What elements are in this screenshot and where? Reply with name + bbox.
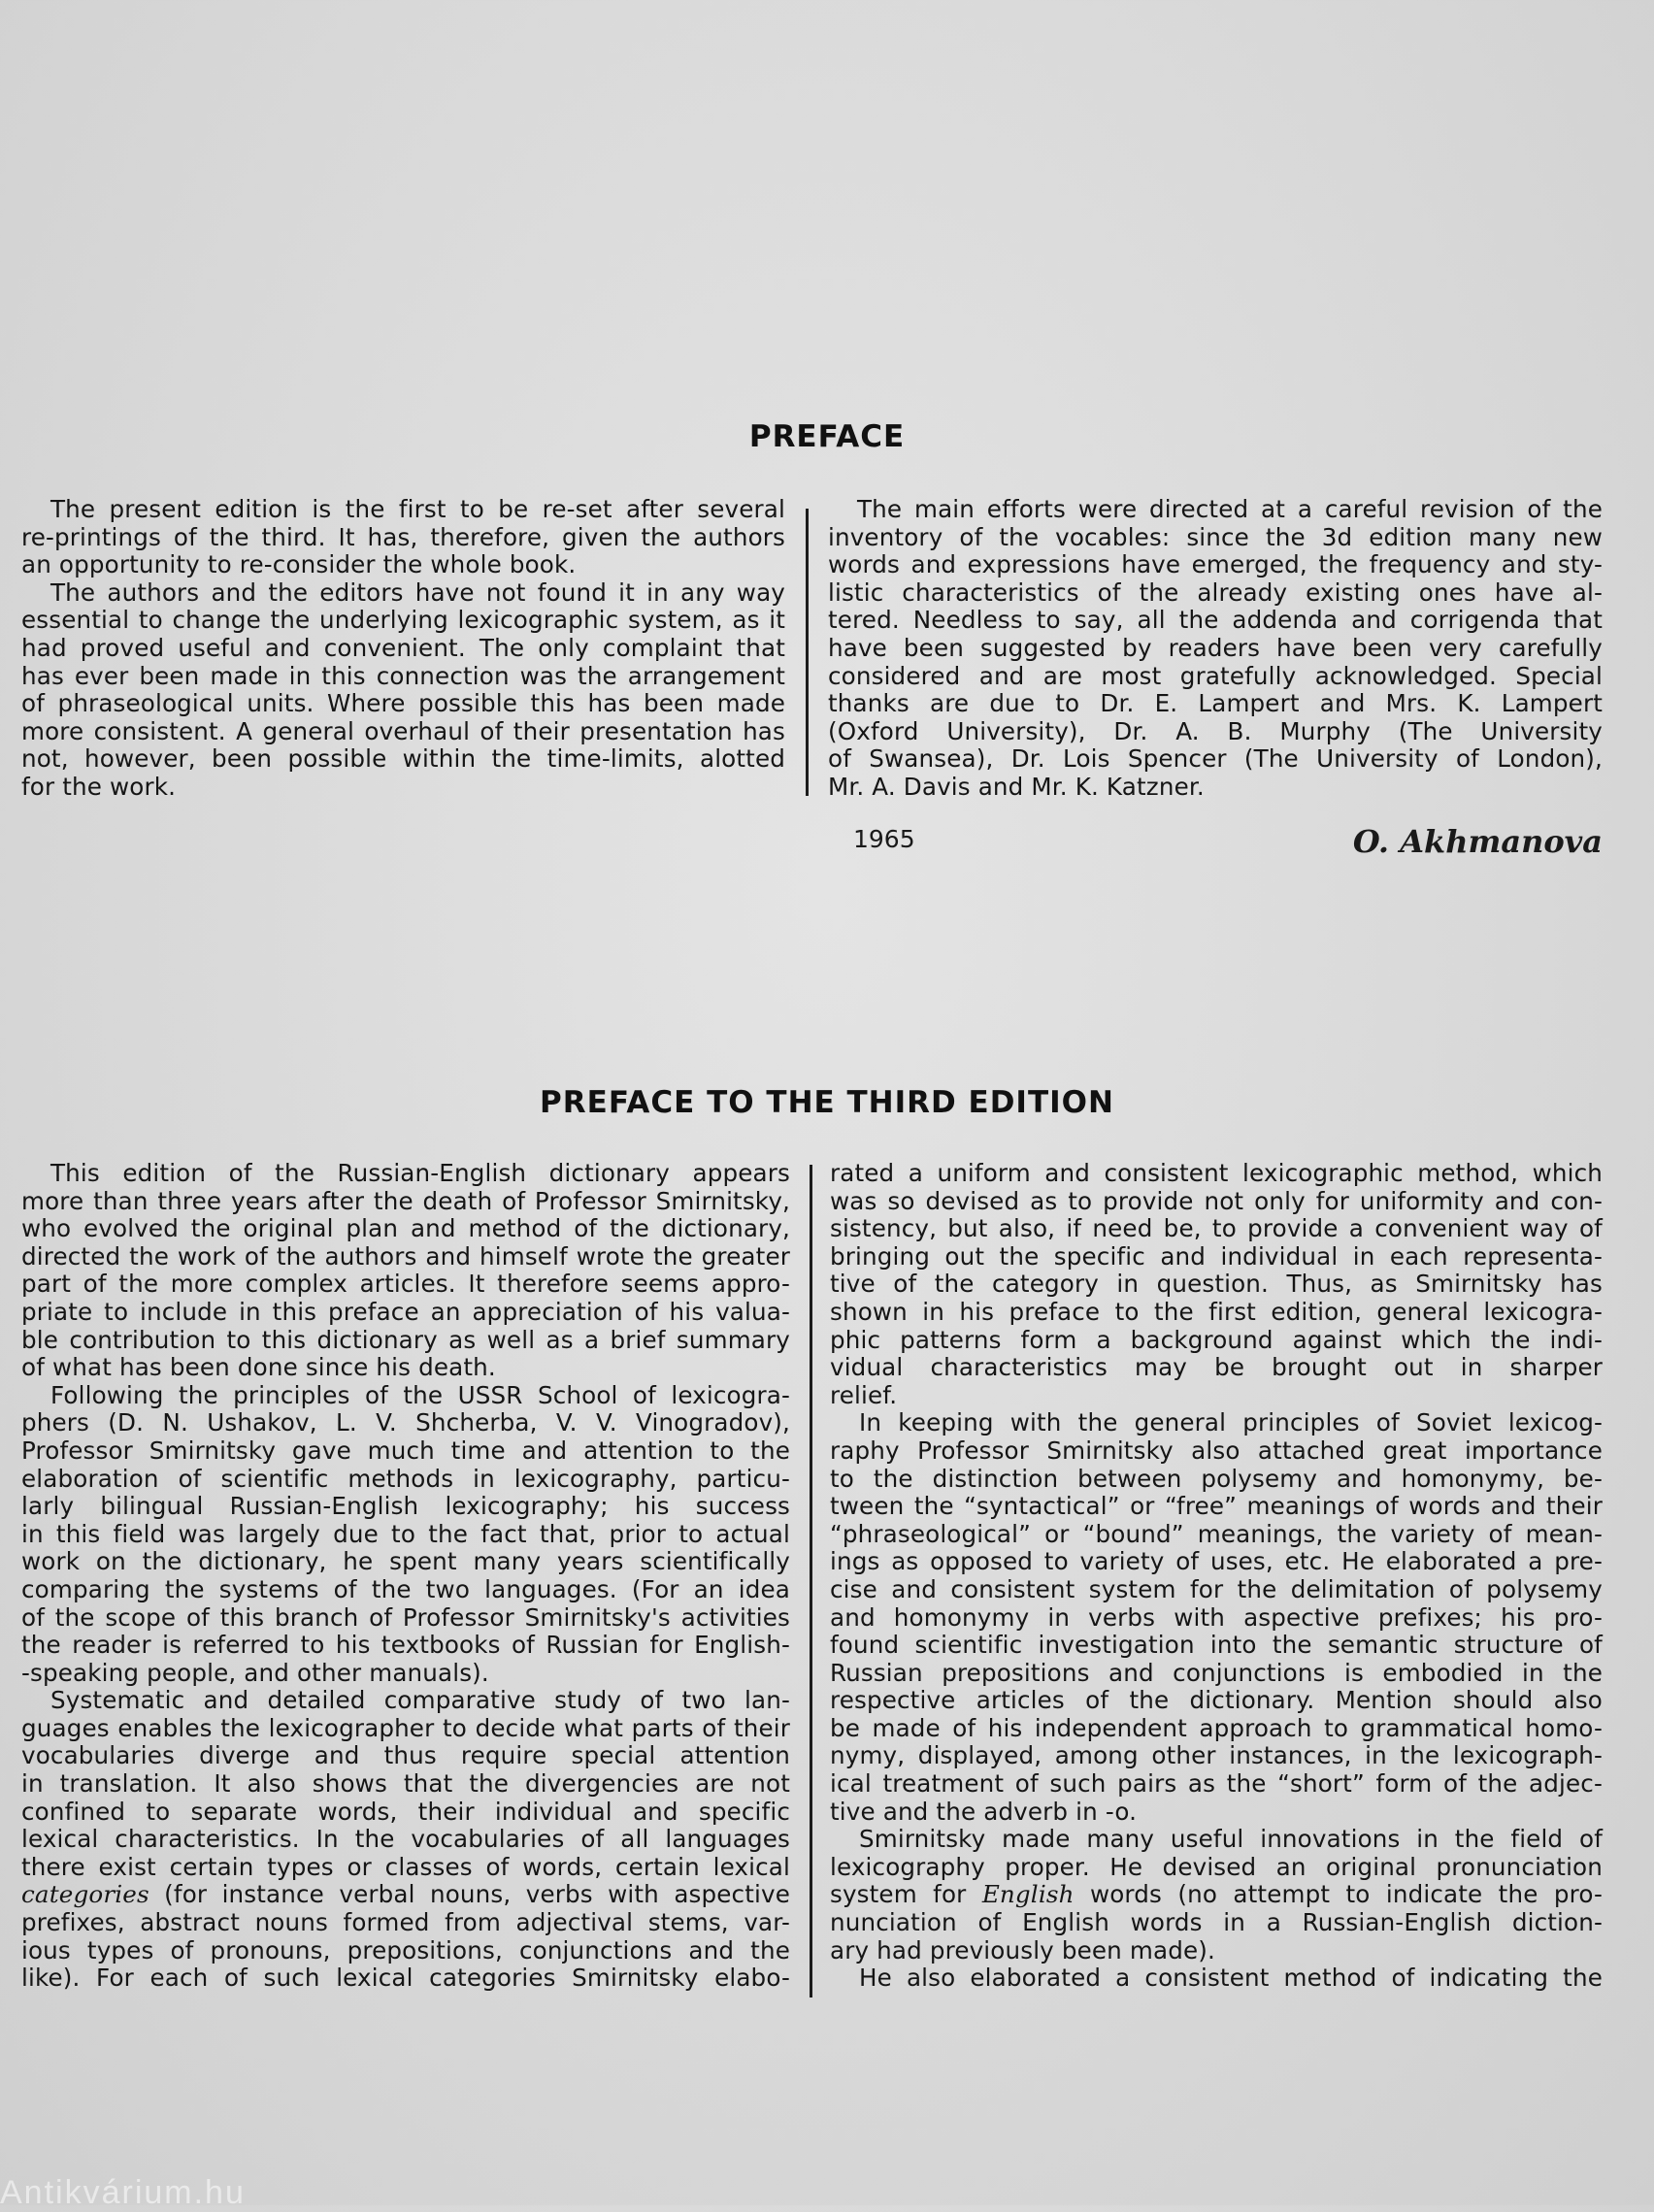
text-line: there exist certain types or classes of words, certain lexical: [21, 1852, 790, 1881]
text-line: tive of the category in question. Thus, as Smirnitsky has: [830, 1270, 1603, 1299]
text-line: -speaking people, and other manuals).: [21, 1658, 489, 1687]
text-line: more consistent. A general overhaul of their presentation has: [21, 716, 785, 745]
third-edition-heading: PREFACE TO THE THIRD EDITION: [540, 1085, 1114, 1120]
text-line: ious types of pronouns, prepositions, conjunctions and the: [21, 1935, 790, 1964]
text-line: in this field was largely due to the fact that, prior to actual: [21, 1519, 790, 1548]
text-line: thanks are due to Dr. E. Lampert and Mrs. K. Lampert: [828, 689, 1603, 718]
text-line: ical treatment of such pairs as the “short” form of the adjec-: [830, 1769, 1603, 1799]
text-line: Smirnitsky made many useful innovations in the field of: [859, 1825, 1603, 1854]
text-fragment: words (no attempt to indicate the pro-: [1074, 1880, 1603, 1909]
text-line: of Swansea), Dr. Lois Spencer (The University of London),: [828, 744, 1603, 774]
text-line: tive and the adverb in -o.: [830, 1797, 1138, 1826]
text-line: words and expressions have emerged, the frequency and sty-: [828, 550, 1603, 579]
text-line: respective articles of the dictionary. Mention should also: [830, 1686, 1603, 1715]
text-line: He also elaborated a consistent method of indicating the: [859, 1964, 1603, 1993]
text-line: larly bilingual Russian-English lexicography; his success: [21, 1492, 790, 1521]
text-line: ble contribution to this dictionary as well as a brief summary: [21, 1325, 790, 1354]
text-line: vocabularies diverge and thus require special attention: [21, 1741, 790, 1770]
italic-term: categories: [21, 1880, 149, 1909]
preface-left-column: [21, 496, 785, 802]
text-line: listic characteristics of the already existing ones have al-: [828, 578, 1603, 607]
text-fragment: system for: [830, 1880, 982, 1909]
text-line: nymy, displayed, among other instances, in the lexicograph-: [830, 1741, 1603, 1770]
text-line: shown in his preface to the first edition, general lexicogra-: [830, 1297, 1603, 1326]
italic-term: English: [981, 1880, 1075, 1909]
text-line: priate to include in this preface an appreciation of his valua-: [21, 1297, 790, 1326]
text-line: an opportunity to re-consider the whole book.: [21, 550, 577, 579]
text-line: bringing out the specific and individual in each representa-: [830, 1241, 1603, 1271]
text-line: was so devised as to provide not only for uniformity and con-: [830, 1186, 1603, 1215]
text-line: Professor Smirnitsky gave much time and attention to the: [21, 1436, 790, 1465]
text-line: have been suggested by readers have been very carefully: [828, 633, 1603, 662]
text-line: raphy Professor Smirnitsky also attached great importance: [830, 1436, 1603, 1465]
third-edition-right-column: [830, 1160, 1603, 1993]
text-line: This edition of the Russian-English dictionary appears: [50, 1159, 790, 1187]
text-line: comparing the systems of the two languages. (For an idea: [21, 1574, 790, 1603]
text-line: not, however, been possible within the time-limits, alotted: [21, 744, 785, 774]
text-line: essential to change the underlying lexicographic system, as it: [21, 606, 785, 635]
text-line: Systematic and detailed comparative study of two lan-: [50, 1686, 790, 1715]
preface-right-column: [828, 496, 1603, 802]
text-line: The present edition is the first to be re-set after several: [50, 495, 785, 523]
text-line: had proved useful and convenient. The only complaint that: [21, 633, 785, 662]
text-line: “phraseological” or “bound” meanings, the variety of mean-: [830, 1519, 1603, 1548]
column-divider: [810, 1165, 812, 1997]
third-edition-left-column: [21, 1160, 790, 1993]
text-line: and homonymy in verbs with aspective prefixes; his pro-: [830, 1602, 1603, 1632]
preface-author: O. Akhmanova: [1352, 823, 1603, 860]
text-line: directed the work of the authors and himself wrote the greater: [21, 1241, 790, 1271]
text-line: found scientific investigation into the semantic structure of: [830, 1631, 1603, 1660]
text-line: lexical characteristics. In the vocabularies of all languages: [21, 1825, 790, 1854]
text-line: be made of his independent approach to grammatical homo-: [830, 1713, 1603, 1742]
text-line: vidual characteristics may be brought out in sharper: [830, 1353, 1603, 1382]
watermark: Antikvárium.hu: [0, 2174, 246, 2211]
text-line: has ever been made in this connection was the arrangement: [21, 661, 785, 690]
text-line: lexicography proper. He devised an original pronunciation: [830, 1852, 1603, 1881]
preface-heading: PREFACE: [748, 419, 906, 454]
text-line: to the distinction between polysemy and homonymy, be-: [830, 1464, 1603, 1493]
text-line: of the scope of this branch of Professor Smirnitsky's activities: [21, 1602, 790, 1632]
text-line: relief.: [830, 1380, 898, 1409]
text-line: in translation. It also shows that the divergencies are not: [21, 1769, 790, 1799]
text-line: the reader is referred to his textbooks of Russian for English-: [21, 1631, 790, 1660]
text-line: In keeping with the general principles of Soviet lexicog-: [859, 1408, 1603, 1437]
text-line: rated a uniform and consistent lexicographic method, which: [830, 1159, 1603, 1187]
text-line: The main efforts were directed at a careful revision of the: [857, 495, 1603, 523]
text-line: Following the principles of the USSR School of lexicogra-: [50, 1380, 790, 1409]
text-line: Mr. A. Davis and Mr. K. Katzner.: [828, 772, 1205, 801]
text-line: [830, 1881, 1603, 1909]
column-divider: [806, 509, 809, 796]
text-line: for the work.: [21, 772, 177, 801]
text-line: tween the “syntactical” or “free” meanings of words and their: [830, 1492, 1603, 1521]
text-line: (Oxford University), Dr. A. B. Murphy (The University: [828, 716, 1603, 745]
text-line: of phraseological units. Where possible this has been made: [21, 689, 785, 718]
text-line: phic patterns form a background against which the indi-: [830, 1325, 1603, 1354]
text-line: confined to separate words, their individual and specific: [21, 1797, 790, 1826]
text-line: sistency, but also, if need be, to provide a convenient way of: [830, 1214, 1603, 1243]
text-line: cise and consistent system for the delimitation of polysemy: [830, 1574, 1603, 1603]
text-line: more than three years after the death of Professor Smirnitsky,: [21, 1186, 790, 1215]
text-line: of what has been done since his death.: [21, 1353, 496, 1382]
text-line: part of the more complex articles. It therefore seems appro-: [21, 1270, 790, 1299]
text-line: nunciation of English words in a Russian-English diction-: [830, 1908, 1603, 1937]
text-line: prefixes, abstract nouns formed from adjectival stems, var-: [21, 1908, 790, 1937]
text-line: inventory of the vocables: since the 3d edition many new: [828, 522, 1603, 551]
text-line: guages enables the lexicographer to decide what parts of their: [21, 1713, 790, 1742]
text-line: phers (D. N. Ushakov, L. V. Shcherba, V. V. Vinogradov),: [21, 1408, 790, 1437]
text-line: [21, 1881, 790, 1909]
text-line: The authors and the editors have not found it in any way: [50, 578, 785, 607]
text-line: who evolved the original plan and method of the dictionary,: [21, 1214, 790, 1243]
text-line: re-printings of the third. It has, therefore, given the authors: [21, 522, 785, 551]
text-line: work on the dictionary, he spent many years scientifically: [21, 1547, 790, 1576]
text-line: tered. Needless to say, all the addenda and corrigenda that: [828, 606, 1603, 635]
text-line: elaboration of scientific methods in lexicography, particu-: [21, 1464, 790, 1493]
text-line: ary had previously been made).: [830, 1935, 1215, 1964]
preface-year: 1965: [853, 825, 915, 853]
text-line: ings as opposed to variety of uses, etc. He elaborated a pre-: [830, 1547, 1603, 1576]
text-line: Russian prepositions and conjunctions is embodied in the: [830, 1658, 1603, 1687]
text-line: like). For each of such lexical categories Smirnitsky elabo-: [21, 1964, 790, 1993]
text-fragment: (for instance verbal nouns, verbs with aspective: [149, 1880, 790, 1909]
text-line: considered and are most gratefully acknowledged. Special: [828, 661, 1603, 690]
